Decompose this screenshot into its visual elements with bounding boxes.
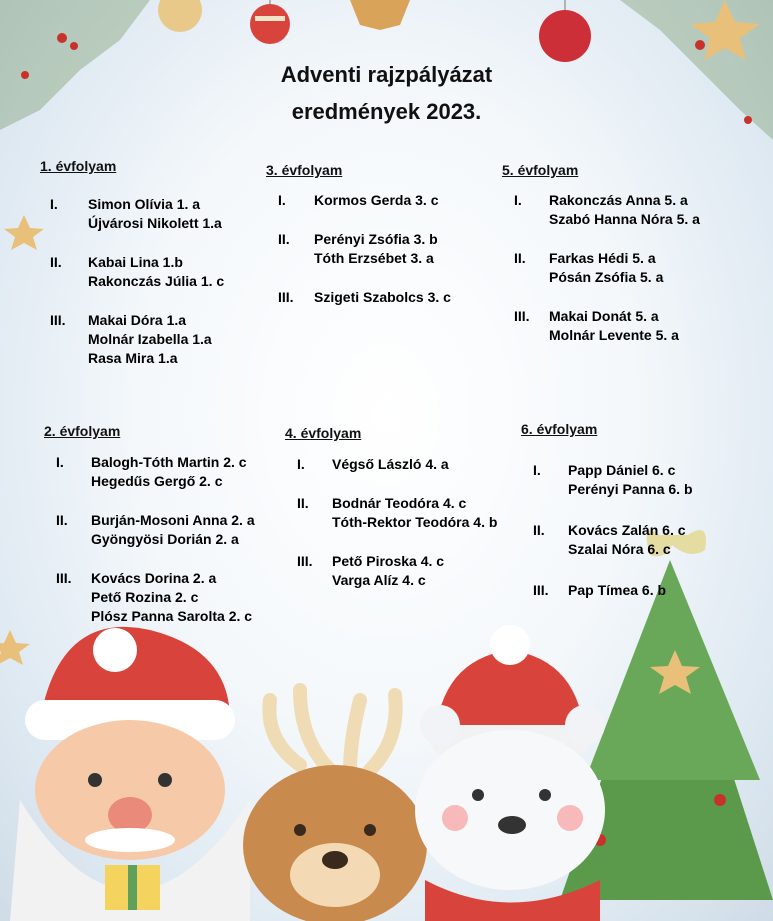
rank-label: I.: [56, 454, 64, 470]
winner-name: Szigeti Szabolcs 3. c: [314, 289, 451, 305]
winner-name: Molnár Levente 5. a: [549, 327, 679, 343]
winner-name: Farkas Hédi 5. a: [549, 250, 656, 266]
winner-name: Rasa Mira 1.a: [88, 350, 178, 366]
page-title-line1: Adventi rajzpályázat: [280, 62, 493, 87]
winner-name: Papp Dániel 6. c: [568, 462, 676, 478]
winner-name: Szabó Hanna Nóra 5. a: [549, 211, 700, 227]
winner-name: Simon Olívia 1. a: [88, 196, 201, 212]
star-icon: [4, 215, 44, 250]
grade-heading: 4. évfolyam: [285, 425, 362, 441]
rank-label: II.: [56, 512, 68, 528]
grade-section: [40, 158, 225, 366]
grade-section: [285, 425, 498, 588]
winner-name: Pető Piroska 4. c: [332, 553, 445, 569]
rank-label: II.: [514, 250, 526, 266]
rank-label: III.: [297, 553, 313, 569]
winner-name: Kovács Dorina 2. a: [91, 570, 217, 586]
grade-section: [502, 162, 700, 343]
grade-heading: 1. évfolyam: [40, 158, 117, 174]
winner-name: Gyöngyösi Dorián 2. a: [91, 531, 239, 547]
winner-name: Kormos Gerda 3. c: [314, 192, 439, 208]
winner-name: Molnár Izabella 1.a: [88, 331, 212, 347]
winner-name: Varga Alíz 4. c: [332, 572, 426, 588]
rank-label: III.: [56, 570, 72, 586]
winner-name: Újvárosi Nikolett 1.a: [88, 215, 222, 231]
winner-name: Makai Dóra 1.a: [88, 312, 187, 328]
winner-name: Kabai Lina 1.b: [88, 254, 183, 270]
rank-label: II.: [297, 495, 309, 511]
grade-section: [44, 423, 255, 624]
rank-label: II.: [278, 231, 290, 247]
red-ornament-icon: [539, 0, 591, 62]
winner-name: Rakonczás Júlia 1. c: [88, 273, 225, 289]
rank-label: I.: [514, 192, 522, 208]
winner-name: Burján-Mosoni Anna 2. a: [91, 512, 255, 528]
grade-heading: 6. évfolyam: [521, 421, 598, 437]
rank-label: III.: [533, 582, 549, 598]
winner-name: Balogh-Tóth Martin 2. c: [91, 454, 247, 470]
winner-name: Tóth Erzsébet 3. a: [314, 250, 434, 266]
grade-section: [266, 162, 451, 305]
winner-name: Végső László 4. a: [332, 456, 449, 472]
winner-name: Bodnár Teodóra 4. c: [332, 495, 467, 511]
grade-section: [521, 421, 693, 598]
winner-name: Pető Rozina 2. c: [91, 589, 199, 605]
rank-label: I.: [278, 192, 286, 208]
winner-name: Pósán Zsófia 5. a: [549, 269, 664, 285]
gold-ornament-icon: [158, 0, 202, 32]
winner-name: Perényi Zsófia 3. b: [314, 231, 438, 247]
winner-name: Szalai Nóra 6. c: [568, 541, 671, 557]
winner-name: Plósz Panna Sarolta 2. c: [91, 608, 253, 624]
rank-label: III.: [50, 312, 66, 328]
winner-name: Makai Donát 5. a: [549, 308, 659, 324]
winner-name: Hegedűs Gergő 2. c: [91, 473, 223, 489]
rank-label: II.: [533, 522, 545, 538]
page-title-line2: eredmények 2023.: [291, 99, 482, 124]
winner-name: Rakonczás Anna 5. a: [549, 192, 688, 208]
grade-heading: 3. évfolyam: [266, 162, 343, 178]
bell-icon: [350, 0, 410, 30]
santa-icon: [10, 627, 250, 921]
rank-label: I.: [533, 462, 541, 478]
rank-label: III.: [278, 289, 294, 305]
reindeer-icon: [243, 690, 427, 921]
winner-name: Tóth-Rektor Teodóra 4. b: [332, 514, 498, 530]
rank-label: II.: [50, 254, 62, 270]
winner-name: Perényi Panna 6. b: [568, 481, 693, 497]
grade-heading: 2. évfolyam: [44, 423, 121, 439]
winner-name: Kovács Zalán 6. c: [568, 522, 686, 538]
grade-heading: 5. évfolyam: [502, 162, 579, 178]
star-icon: [0, 630, 30, 665]
rank-label: I.: [50, 196, 58, 212]
red-ornament-icon: [250, 0, 290, 44]
winner-name: Pap Tímea 6. b: [568, 582, 667, 598]
rank-label: I.: [297, 456, 305, 472]
rank-label: III.: [514, 308, 530, 324]
